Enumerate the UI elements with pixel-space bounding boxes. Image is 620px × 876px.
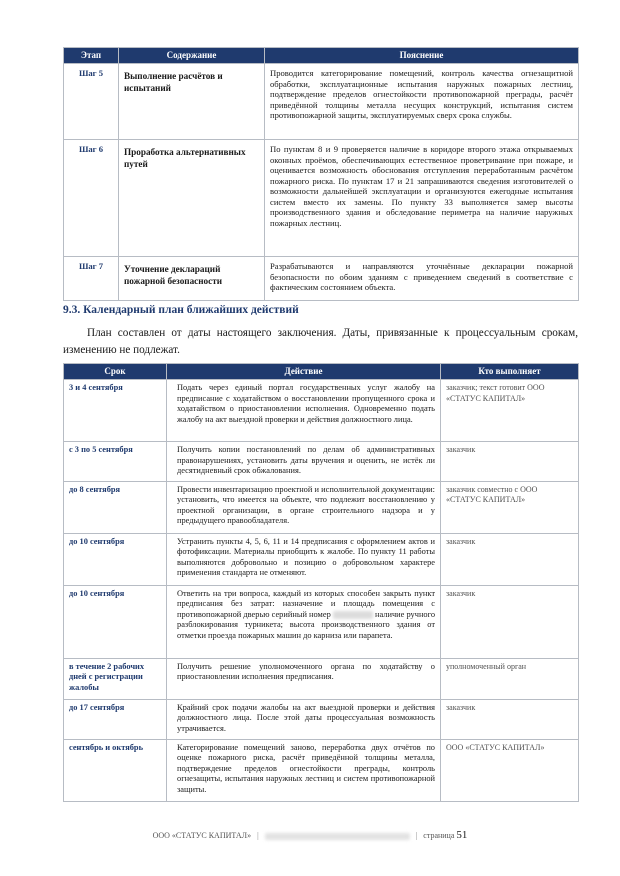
action-text-start: Ответить на три вопроса, каждый из которых способен закрыть пункт предписания без затрат: назначение и площадь помещения с противопожарной дверью серийный номер	[177, 588, 435, 619]
footer-divider: |	[257, 831, 259, 840]
column-header-stage: Этап	[64, 48, 119, 64]
column-header-content: Содержание	[119, 48, 265, 64]
action-cell: Получить копии постановлений по делам об административных правонарушениях, установить даты вручения и оценить, не истёк ли десятидневный срок обжалования.	[167, 442, 441, 482]
step-explanation: Разрабатываются и направляются уточнённые декларации пожарной безопасности по обоим зданиям с приведением сведений в соответствие с фактическим состоянием объекта.	[265, 257, 579, 301]
executor-cell: заказчик	[441, 585, 579, 658]
step-title: Уточнение деклараций пожарной безопасности	[119, 257, 265, 301]
calendar-table	[63, 363, 579, 802]
table-row	[64, 658, 579, 699]
step-title: Выполнение расчётов и испытаний	[119, 64, 265, 140]
page-footer	[0, 829, 620, 841]
action-cell: Категорирование помещений заново, переработка двух отчётов по оценке пожарного риска, расчёт приведённой толщины металла, подтверждение пределов огнестойкости преграды, контроль огнезащиты, испытания наружных лестниц и систем противопожарной защиты.	[167, 739, 441, 801]
term-cell: в течение 2 рабочих дней с регистрации жалобы	[64, 658, 167, 699]
column-header-executor: Кто выполняет	[441, 364, 579, 380]
action-cell: Провести инвентаризацию проектной и исполнительной документации: установить, что имеется на объекте, что подлежит восстановлению у проектной организации, в органе строительного надзора и у предыдущего правообладателя.	[167, 481, 441, 533]
table-row	[64, 442, 579, 482]
steps-table	[63, 47, 579, 301]
action-cell: Получить решение уполномоченного органа по ходатайству о приостановлении исполнения предписания.	[167, 658, 441, 699]
steps-header-row	[64, 48, 579, 64]
table-row	[64, 585, 579, 658]
column-header-term: Срок	[64, 364, 167, 380]
footer-company: ООО «СТАТУС КАПИТАЛ»	[152, 831, 252, 840]
action-text-end: наличие ручного разблокирования турникета; высота производственного здания от отметки проезда пожарных машин до карниза или парапета.	[177, 609, 436, 640]
redacted-footer-text	[265, 833, 410, 840]
term-cell: до 8 сентября	[64, 481, 167, 533]
executor-cell: заказчик	[441, 699, 579, 739]
calendar-header-row	[64, 364, 579, 380]
table-row	[64, 739, 579, 801]
page-number: 51	[456, 829, 468, 841]
table-row	[64, 380, 579, 442]
redacted-serial-number	[333, 611, 373, 619]
table-row	[64, 699, 579, 739]
table-row	[64, 481, 579, 533]
section-heading: 9.3. Календарный план ближайших действий	[63, 304, 299, 316]
term-cell: 3 и 4 сентября	[64, 380, 167, 442]
term-cell: до 10 сентября	[64, 585, 167, 658]
term-cell: с 3 по 5 сентября	[64, 442, 167, 482]
table-row	[64, 64, 579, 140]
term-cell: до 10 сентября	[64, 533, 167, 585]
step-explanation: Проводится категорирование помещений, контроль качества огнезащитной обработки, эксплуатационные испытания наружных пожарных лестниц, подтверждение пределов огнестойкости противопожарной преграды, расчёт приведённой толщины металла несущих конструкций, испытания систем противопожарной защиты, эксплуатируемых сверх срока службы.	[265, 64, 579, 140]
action-cell	[167, 585, 441, 658]
executor-cell: заказчик совместно с ООО «СТАТУС КАПИТАЛ»	[441, 481, 579, 533]
executor-cell: ООО «СТАТУС КАПИТАЛ»	[441, 739, 579, 801]
executor-cell: заказчик; текст готовит ООО «СТАТУС КАПИТАЛ»	[441, 380, 579, 442]
table-row	[64, 140, 579, 257]
table-row	[64, 257, 579, 301]
term-cell: до 17 сентября	[64, 699, 167, 739]
step-number: Шаг 5	[64, 64, 119, 140]
action-cell: Подать через единый портал государственных услуг жалобу на предписание с ходатайством о восстановлении пропущенного срока и ходатайством о приостановлении исполнения. Одновременно подать жалобу на акт выездной проверки и действия должностного лица.	[167, 380, 441, 442]
section-intro: План составлен от даты настоящего заключения. Даты, привязанные к процессуальным срокам, изменению не подлежат.	[63, 327, 578, 356]
executor-cell: уполномоченный орган	[441, 658, 579, 699]
step-number: Шаг 6	[64, 140, 119, 257]
footer-page-label: страница	[423, 831, 455, 840]
column-header-explanation: Пояснение	[265, 48, 579, 64]
table-row	[64, 533, 579, 585]
action-cell: Крайний срок подачи жалобы на акт выездной проверки и действия должностного лица. После этой даты процессуальная возможность утрачивается.	[167, 699, 441, 739]
footer-divider: |	[415, 831, 418, 840]
executor-cell: заказчик	[441, 442, 579, 482]
action-cell: Устранить пункты 4, 5, 6, 11 и 14 предписания с оформлением актов и фотофиксации. Материалы приобщить к жалобе. По пункту 11 работы выполняются добровольно и позицию о добровольном характере применения стандарта не отменяют.	[167, 533, 441, 585]
term-cell: сентябрь и октябрь	[64, 739, 167, 801]
column-header-action: Действие	[167, 364, 441, 380]
step-number: Шаг 7	[64, 257, 119, 301]
executor-cell: заказчик	[441, 533, 579, 585]
step-title: Проработка альтернативных путей	[119, 140, 265, 257]
step-explanation: По пунктам 8 и 9 проверяется наличие в коридоре второго этажа открываемых оконных проёмов, обеспечивающих естественное проветривание при пожаре, и оценивается возможность обоснования отступления переработанным расчётом пожарного риска. По пунктам 17 и 21 запрашиваются сведения изготовителей о возможности дальнейшей эксплуатации и организуются ежегодные испытания систем вместо их замены. По пункту 33 выполняется замер высоты производственного здания и обследование периметра на наличие наружных пожарных лестниц.	[265, 140, 579, 257]
